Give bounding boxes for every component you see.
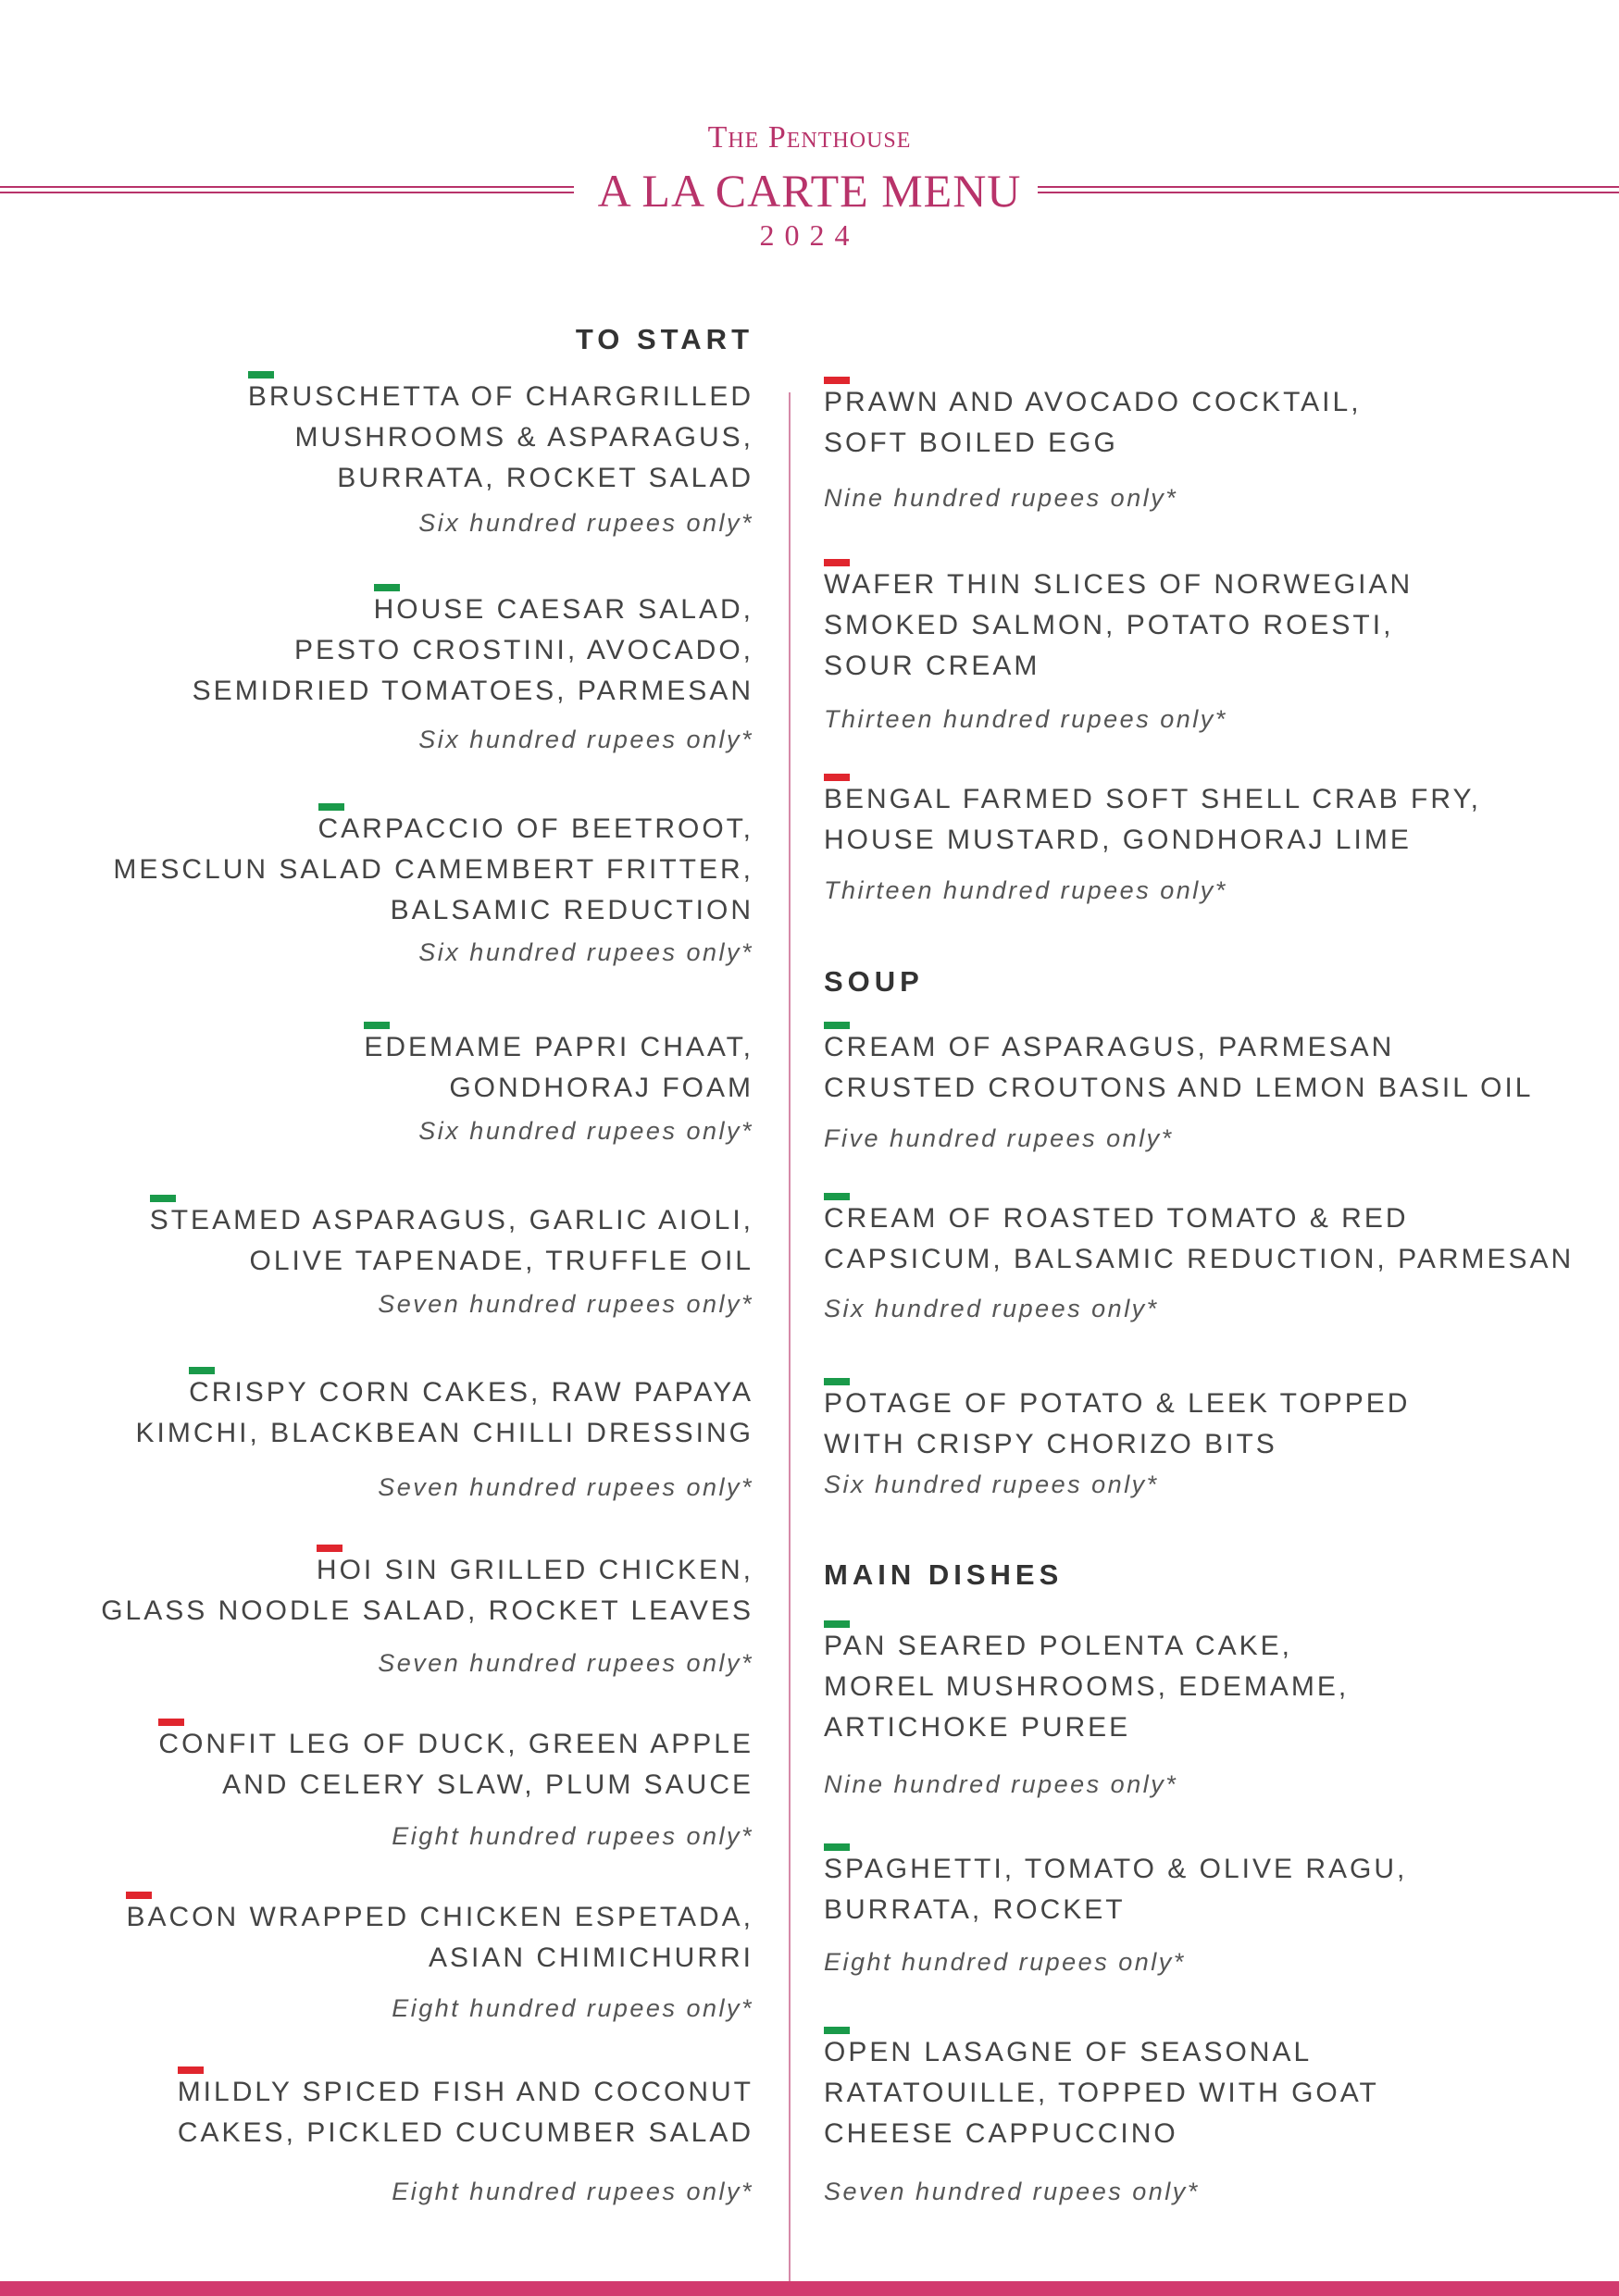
dish-name-line [113, 890, 753, 931]
dish-name-line [824, 2032, 1379, 2073]
dish-price: Six hundred rupees only* [824, 1471, 1159, 1498]
non-veg-indicator-icon [317, 1545, 342, 1552]
restaurant-name: The Penthouse [707, 120, 912, 155]
dish-name-line [193, 630, 753, 671]
dish-name [824, 382, 1362, 464]
dish-name-line [824, 382, 1362, 423]
dish-name-text: CREAM OF ROASTED TOMATO & RED [824, 1198, 1409, 1239]
dish-name-text: BALSAMIC REDUCTION [390, 895, 753, 925]
dish-price: Six hundred rupees only* [418, 1117, 753, 1145]
veg-indicator-icon [374, 584, 400, 591]
dish-name-line [824, 1890, 1407, 1930]
dish-name-line [101, 1591, 753, 1632]
dish-name [824, 1027, 1533, 1109]
veg-indicator-icon [150, 1195, 176, 1202]
dish-name-text: CONFIT LEG OF DUCK, GREEN APPLE [158, 1724, 753, 1765]
dish-price: Eight hundred rupees only* [824, 1948, 1186, 1976]
dish-name-text: CREAM OF ASPARAGUS, PARMESAN [824, 1027, 1394, 1068]
dish-name [126, 1897, 753, 1979]
dish-name-line [364, 1027, 753, 1068]
non-veg-indicator-icon [824, 377, 850, 384]
non-veg-indicator-icon [126, 1892, 152, 1899]
dish-name-line [193, 671, 753, 712]
menu-year: 2024 [759, 218, 860, 252]
dish-name-line [158, 1765, 753, 1806]
dish-price: Seven hundred rupees only* [378, 1649, 753, 1677]
dish-price: Eight hundred rupees only* [392, 1822, 753, 1850]
dish-name-line [113, 850, 753, 890]
dish-name-text: MUSHROOMS & ASPARAGUS, [294, 422, 753, 453]
dish-name-line [824, 1626, 1349, 1667]
dish-name-line [824, 1198, 1574, 1239]
dish-name-line [824, 820, 1481, 861]
dish-name-text: PAN SEARED POLENTA CAKE, [824, 1626, 1292, 1667]
dish-name-text: HOUSE CAESAR SALAD, [374, 590, 753, 630]
dish-name-text: HOI SIN GRILLED CHICKEN, [317, 1550, 753, 1591]
dish-name-text: BACON WRAPPED CHICKEN ESPETADA, [126, 1897, 753, 1938]
dish-name-line [824, 423, 1362, 464]
dish-name [248, 377, 753, 499]
dish-name-text: CRUSTED CROUTONS AND LEMON BASIL OIL [824, 1073, 1534, 1103]
dish-name-text: GONDHORAJ FOAM [449, 1073, 753, 1103]
non-veg-indicator-icon [824, 774, 850, 781]
dish-name-text: SEMIDRIED TOMATOES, PARMESAN [192, 676, 753, 706]
dish-name-line [824, 646, 1413, 687]
dish-name-line [126, 1938, 753, 1979]
dish-name-line [193, 590, 753, 630]
dish-name-line [248, 458, 753, 499]
dish-name-line [113, 809, 753, 850]
veg-indicator-icon [824, 1620, 850, 1628]
dish-name [158, 1724, 753, 1806]
section-heading: MAIN DISHES [824, 1558, 1064, 1591]
dish-price: Five hundred rupees only* [824, 1124, 1174, 1152]
dish-name-text: SOUR CREAM [824, 651, 1040, 681]
dish-price: Seven hundred rupees only* [378, 1473, 753, 1501]
dish-name-text: KIMCHI, BLACKBEAN CHILLI DRESSING [135, 1418, 753, 1448]
dish-price: Seven hundred rupees only* [824, 2178, 1200, 2205]
dish-name-line [136, 1372, 753, 1413]
dish-name-line [178, 2072, 753, 2113]
dish-name [136, 1372, 753, 1454]
dish-price: Eight hundred rupees only* [392, 2178, 753, 2205]
dish-name-text: EDEMAME PAPRI CHAAT, [364, 1027, 753, 1068]
dish-name-text: PESTO CROSTINI, AVOCADO, [294, 635, 753, 665]
dish-name [193, 590, 753, 712]
dish-name-text: CARPACCIO OF BEETROOT, [318, 809, 754, 850]
dish-name-text: CAKES, PICKLED CUCUMBER SALAD [177, 2117, 753, 2148]
veg-indicator-icon [824, 1378, 850, 1385]
dish-name-text: OPEN LASAGNE OF SEASONAL [824, 2032, 1312, 2073]
column-divider [789, 392, 791, 2282]
dish-name [824, 1626, 1349, 1748]
veg-indicator-icon [318, 803, 344, 811]
dish-name-text: SOFT BOILED EGG [824, 428, 1118, 458]
dish-price: Nine hundred rupees only* [824, 484, 1178, 512]
dish-name-text: WAFER THIN SLICES OF NORWEGIAN [824, 565, 1413, 605]
veg-indicator-icon [364, 1022, 390, 1029]
dish-name-text: BURRATA, ROCKET [824, 1894, 1126, 1925]
dish-name-text: BURRATA, ROCKET SALAD [337, 463, 753, 493]
dish-name-text: CHEESE CAPPUCCINO [824, 2118, 1178, 2149]
dish-name-line [150, 1241, 753, 1282]
dish-name-text: ARTICHOKE PUREE [824, 1712, 1131, 1743]
dish-name-line [364, 1068, 753, 1109]
dish-name-text: AND CELERY SLAW, PLUM SAUCE [222, 1769, 753, 1800]
dish-name [824, 1849, 1407, 1930]
dish-price: Six hundred rupees only* [418, 726, 753, 753]
dish-name [824, 1384, 1410, 1465]
veg-indicator-icon [248, 371, 274, 379]
dish-name-line [824, 1667, 1349, 1707]
veg-indicator-icon [824, 1843, 850, 1851]
dish-name [101, 1550, 753, 1632]
dish-name-text: HOUSE MUSTARD, GONDHORAJ LIME [824, 825, 1412, 855]
dish-name-text: RATATOUILLE, TOPPED WITH GOAT [824, 2078, 1379, 2108]
dish-name-line [158, 1724, 753, 1765]
dish-name [178, 2072, 753, 2153]
dish-name [824, 565, 1413, 687]
dish-name [824, 779, 1481, 861]
veg-indicator-icon [824, 1193, 850, 1200]
dish-name-line [178, 2113, 753, 2153]
dish-name-text: STEAMED ASPARAGUS, GARLIC AIOLI, [150, 1200, 753, 1241]
dish-name-line [824, 1239, 1574, 1280]
dish-name-line [824, 1849, 1407, 1890]
dish-price: Thirteen hundred rupees only* [824, 876, 1227, 904]
dish-name-line [824, 1068, 1533, 1109]
dish-name-text: CRISPY CORN CAKES, RAW PAPAYA [189, 1372, 753, 1413]
non-veg-indicator-icon [178, 2066, 204, 2074]
veg-indicator-icon [189, 1367, 215, 1374]
dish-name-line [150, 1200, 753, 1241]
dish-name-text: CAPSICUM, BALSAMIC REDUCTION, PARMESAN [824, 1244, 1575, 1274]
menu-title: A LA CARTE MENU [597, 165, 1022, 217]
dish-name-text: ASIAN CHIMICHURRI [428, 1942, 753, 1973]
dish-name [824, 1198, 1574, 1280]
veg-indicator-icon [824, 2027, 850, 2034]
dish-price: Six hundred rupees only* [824, 1295, 1159, 1322]
section-heading: SOUP [824, 965, 924, 998]
dish-name-text: BRUSCHETTA OF CHARGRILLED [248, 377, 753, 417]
dish-price: Nine hundred rupees only* [824, 1770, 1178, 1798]
dish-name-line [248, 417, 753, 458]
dish-name-line [824, 565, 1413, 605]
non-veg-indicator-icon [158, 1719, 184, 1726]
dish-name-text: GLASS NOODLE SALAD, ROCKET LEAVES [101, 1595, 753, 1626]
dish-name-line [824, 1384, 1410, 1424]
dish-name [113, 809, 753, 931]
dish-name-text: BENGAL FARMED SOFT SHELL CRAB FRY, [824, 779, 1481, 820]
dish-name-text: MILDLY SPICED FISH AND COCONUT [178, 2072, 753, 2113]
dish-name [824, 2032, 1379, 2154]
veg-indicator-icon [824, 1022, 850, 1029]
dish-name [364, 1027, 753, 1109]
dish-price: Thirteen hundred rupees only* [824, 705, 1227, 733]
dish-price: Eight hundred rupees only* [392, 1994, 753, 2022]
dish-name-line [824, 1707, 1349, 1748]
non-veg-indicator-icon [824, 559, 850, 566]
dish-name-line [101, 1550, 753, 1591]
dish-name-line [824, 605, 1413, 646]
dish-name-line [824, 2114, 1379, 2154]
dish-name-line [126, 1897, 753, 1938]
dish-price: Six hundred rupees only* [418, 938, 753, 966]
dish-name-text: WITH CRISPY CHORIZO BITS [824, 1429, 1277, 1459]
dish-name-line [248, 377, 753, 417]
section-heading: TO START [575, 323, 753, 355]
bottom-accent-bar [0, 2281, 1619, 2296]
dish-name-line [824, 1027, 1533, 1068]
dish-name-text: MESCLUN SALAD CAMEMBERT FRITTER, [113, 854, 753, 885]
dish-name-text: POTAGE OF POTATO & LEEK TOPPED [824, 1384, 1410, 1424]
dish-name-text: SPAGHETTI, TOMATO & OLIVE RAGU, [824, 1849, 1407, 1890]
dish-name-line [824, 2073, 1379, 2114]
dish-name-text: SMOKED SALMON, POTATO ROESTI, [824, 610, 1394, 640]
dish-name-line [136, 1413, 753, 1454]
dish-name [150, 1200, 753, 1282]
dish-price: Seven hundred rupees only* [378, 1290, 753, 1318]
dish-name-text: MOREL MUSHROOMS, EDEMAME, [824, 1671, 1350, 1702]
dish-name-text: OLIVE TAPENADE, TRUFFLE OIL [249, 1246, 753, 1276]
dish-name-text: PRAWN AND AVOCADO COCKTAIL, [824, 382, 1362, 423]
dish-name-line [824, 1424, 1410, 1465]
dish-price: Six hundred rupees only* [418, 509, 753, 537]
dish-name-line [824, 779, 1481, 820]
